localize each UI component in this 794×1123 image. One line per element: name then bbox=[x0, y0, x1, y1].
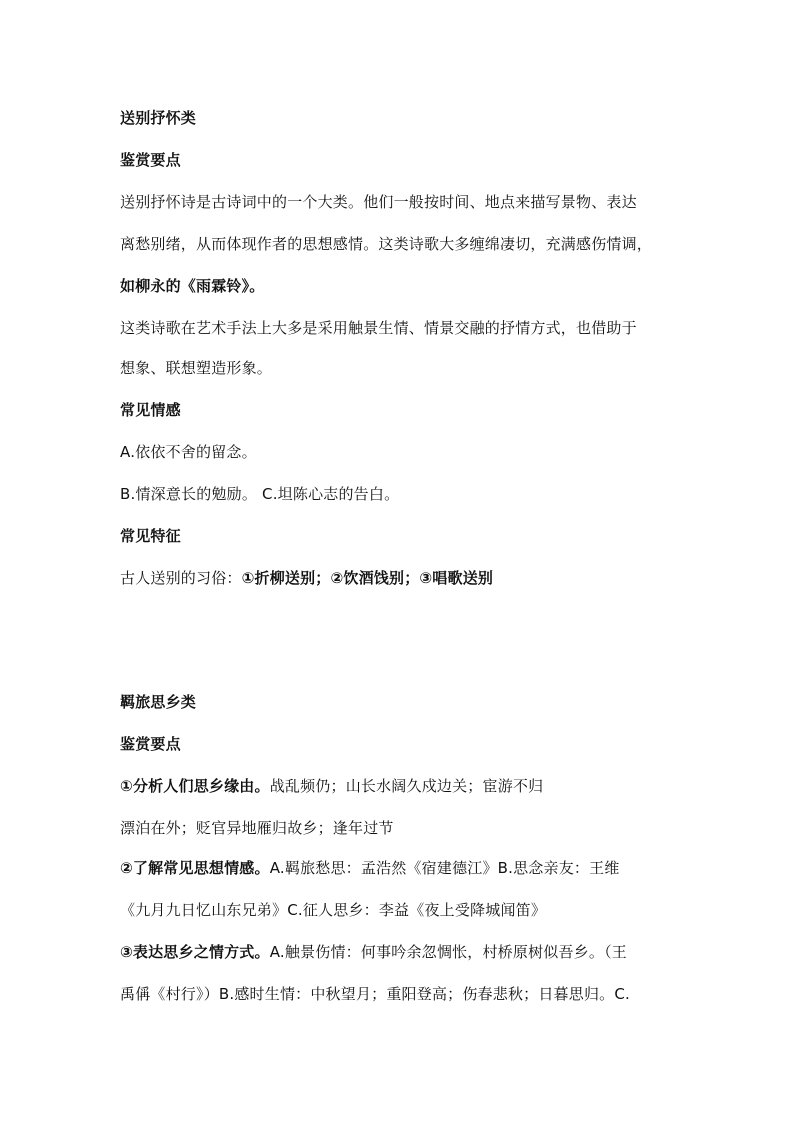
paragraph-line: 这类诗歌在艺术手法上大多是采用触景生情、情景交融的抒情方式，也借助于 bbox=[120, 319, 637, 337]
point-line bbox=[120, 776, 690, 796]
paragraph-line: 禹偁《村行》）B.感时生情：中秋望月；重阳登高；伤春悲秋；日暮思归。C. bbox=[120, 985, 631, 1003]
subheading-appreciation-points: 鉴赏要点 bbox=[120, 735, 181, 753]
features-customs: ①折柳送别；②饮酒饯别；③唱歌送别 bbox=[241, 569, 494, 587]
subheading-appreciation-points: 鉴赏要点 bbox=[120, 151, 181, 169]
paragraph-line: 离愁别绪，从而体现作者的思想感情。这类诗歌大多缠绵凄切，充满感伤情调， bbox=[120, 235, 653, 253]
point-text: A.羁旅愁思：孟浩然《宿建德江》B.思念亲友：王维 bbox=[269, 859, 620, 877]
section-title: 送别抒怀类 bbox=[120, 109, 197, 127]
point-heading: ①分析人们思乡缘由。 bbox=[120, 777, 270, 795]
emotion-item: A.依依不舍的留念。 bbox=[120, 443, 257, 461]
point-heading: ②了解常见思想情感。 bbox=[120, 859, 270, 877]
subheading-common-features: 常见特征 bbox=[120, 527, 181, 545]
paragraph-line: 想象、联想塑造形象。 bbox=[120, 359, 273, 377]
paragraph-line: 《九月九日忆山东兄弟》C.征人思乡：李益《夜上受降城闻笛》 bbox=[120, 901, 547, 919]
emotion-item: B.情深意长的勉励。 C.坦陈心志的告白。 bbox=[120, 485, 400, 503]
point-heading: ③表达思乡之情方式。 bbox=[120, 943, 270, 961]
paragraph-line: 漂泊在外；贬官异地雁归故乡；逢年过节 bbox=[120, 819, 394, 837]
features-line bbox=[120, 568, 690, 588]
point-line bbox=[120, 858, 690, 878]
features-prefix: 古人送别的习俗： bbox=[120, 569, 242, 587]
section-title: 羁旅思乡类 bbox=[120, 693, 197, 711]
paragraph-line-bold: 如柳永的《雨霖铃》。 bbox=[120, 277, 265, 295]
subheading-common-emotions: 常见情感 bbox=[120, 401, 181, 419]
point-text: A.触景伤情：何事吟余忽惆怅，村桥原树似吾乡。（王 bbox=[269, 943, 627, 961]
point-text: 战乱频仍；山长水阔久戍边关；宦游不归 bbox=[269, 777, 544, 795]
point-line bbox=[120, 942, 690, 962]
paragraph-line: 送别抒怀诗是古诗词中的一个大类。他们一般按时间、地点来描写景物、表达 bbox=[120, 193, 637, 211]
